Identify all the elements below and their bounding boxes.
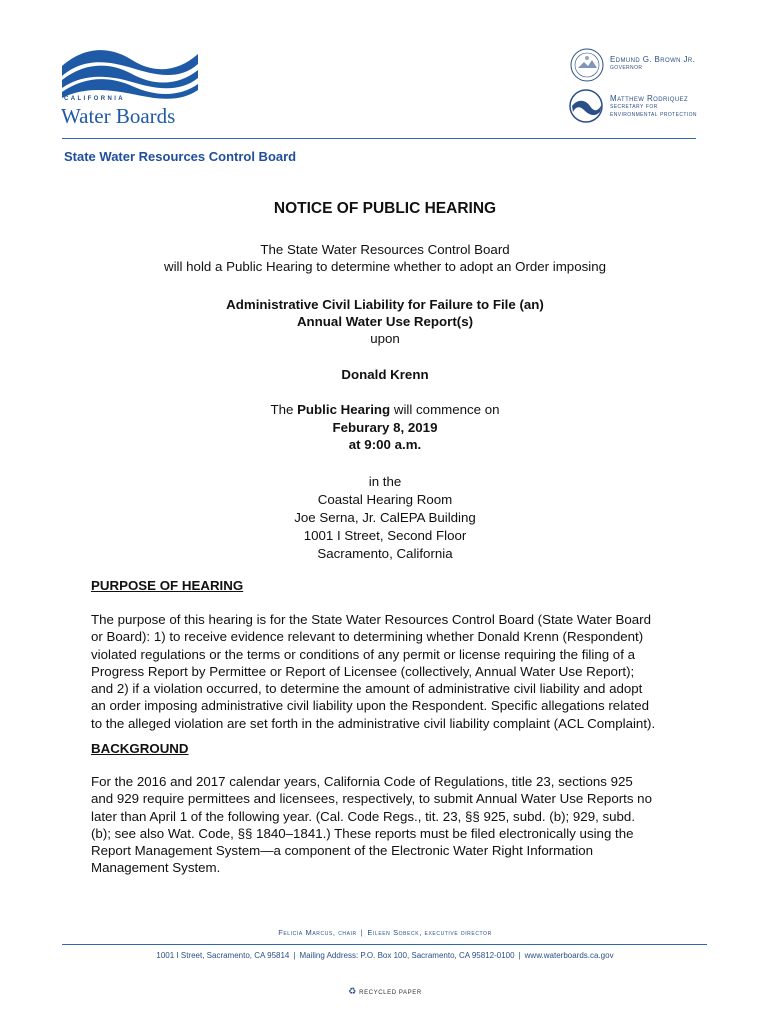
header-divider: [62, 138, 696, 139]
governor-title: governor: [610, 64, 643, 71]
hearing-date: Feburary 8, 2019: [332, 420, 438, 435]
purpose-line: to the alleged violation are set forth in the administrative civil liability complaint (ACL Complaint).: [91, 715, 656, 731]
secretary-name: Matthew Rodriquez: [610, 94, 689, 103]
footer-website-link[interactable]: www.waterboards.ca.gov: [524, 951, 614, 960]
background-heading: BACKGROUND: [91, 741, 189, 756]
purpose-line: violated regulations or the terms or conditions of any permit or license requiring the filing of a: [91, 646, 635, 662]
recycled-text: RECYCLED PAPER: [359, 990, 422, 996]
purpose-line: The purpose of this hearing is for the State Water Resources Control Board (State Water Board: [91, 612, 651, 627]
governor-name: Edmund G. Brown Jr.: [610, 55, 696, 64]
board-name: State Water Resources Control Board: [64, 149, 297, 164]
logo-name-text: Water Boards: [61, 104, 176, 128]
footer-officials: [0, 928, 770, 937]
footer-divider: [62, 944, 707, 945]
secretary-block: [610, 95, 697, 119]
california-seal-icon: [570, 48, 604, 82]
notice-intro-line-1: The State Water Resources Control Board: [260, 242, 510, 257]
purpose-paragraph: [91, 611, 691, 732]
footer-separator: |: [360, 928, 364, 937]
commence-suffix: will commence on: [390, 402, 500, 417]
background-line: and 929 require permittees and licensees, respectively, to submit Annual Water Use Reports no: [91, 791, 652, 807]
location-line-3: Joe Serna, Jr. CalEPA Building: [294, 510, 476, 525]
respondent-name: Donald Krenn: [341, 367, 429, 382]
commence-line: [0, 401, 770, 419]
recycled-paper-note: [0, 986, 770, 997]
background-line: later than April 1 of the following year. (Cal. Code Regs., tit. 23, §§ 925, subd. (b); 929, subd.: [91, 808, 636, 824]
hearing-time: at 9:00 a.m.: [348, 437, 422, 452]
footer-separator: |: [293, 951, 296, 960]
footer-director: Eileen Sobeck, executive director: [367, 928, 492, 937]
calepa-logo-icon: [568, 88, 604, 124]
location-line-4: 1001 I Street, Second Floor: [303, 528, 467, 543]
background-line: (b); see also Wat. Code, §§ 1840–1841.) These reports must be filed electronically using the: [91, 825, 634, 841]
purpose-line: and 2) if a violation occurred, to determine the amount of administrative civil liability and adopt: [91, 681, 643, 697]
background-line: Management System.: [91, 860, 221, 876]
background-paragraph: [91, 773, 691, 877]
location-line-5: Sacramento, California: [317, 546, 453, 561]
location-line-2: Coastal Hearing Room: [317, 492, 453, 507]
background-line: Report Management System—a component of the Electronic Water Right Information: [91, 843, 594, 859]
footer-address-line: [0, 951, 770, 960]
secretary-title-2: environmental protection: [610, 111, 697, 118]
commence-prefix: The: [270, 402, 298, 417]
governor-block: [610, 56, 695, 72]
purpose-line: an order imposing administrative civil liability upon the Respondent. Specific allegations related: [91, 698, 650, 714]
notice-title: NOTICE OF PUBLIC HEARING: [273, 200, 497, 217]
notice-subject-line-1: Administrative Civil Liability for Failure to File (an): [226, 297, 544, 312]
notice-intro-line-2: will hold a Public Hearing to determine whether to adopt an Order imposing: [164, 259, 606, 274]
purpose-line: or Board): 1) to receive evidence relevant to determining whether Donald Krenn (Respondent): [91, 629, 644, 645]
notice-subject-line-2: Annual Water Use Report(s): [296, 314, 474, 329]
footer-address: 1001 I Street, Sacramento, CA 95814: [156, 951, 290, 960]
location-line-1: in the: [368, 474, 402, 489]
purpose-heading: PURPOSE OF HEARING: [91, 578, 244, 593]
notice-upon: upon: [370, 331, 400, 346]
background-line: For the 2016 and 2017 calendar years, California Code of Regulations, title 23, sections 925: [91, 774, 633, 789]
footer-separator: |: [518, 951, 521, 960]
secretary-title-1: secretary for: [610, 103, 658, 110]
logo-state-text: CALIFORNIA: [64, 96, 125, 102]
footer-mailing: Mailing Address: P.O. Box 100, Sacramento, CA 95812-0100: [299, 951, 515, 960]
purpose-line: Progress Report by Permittee or Report of Licensee (collectively, Annual Water Use Report);: [91, 663, 635, 679]
footer-chair: Felicia Marcus, chair: [278, 928, 357, 937]
commence-bold: Public Hearing: [297, 402, 391, 417]
recycle-icon: ♻: [348, 986, 357, 996]
